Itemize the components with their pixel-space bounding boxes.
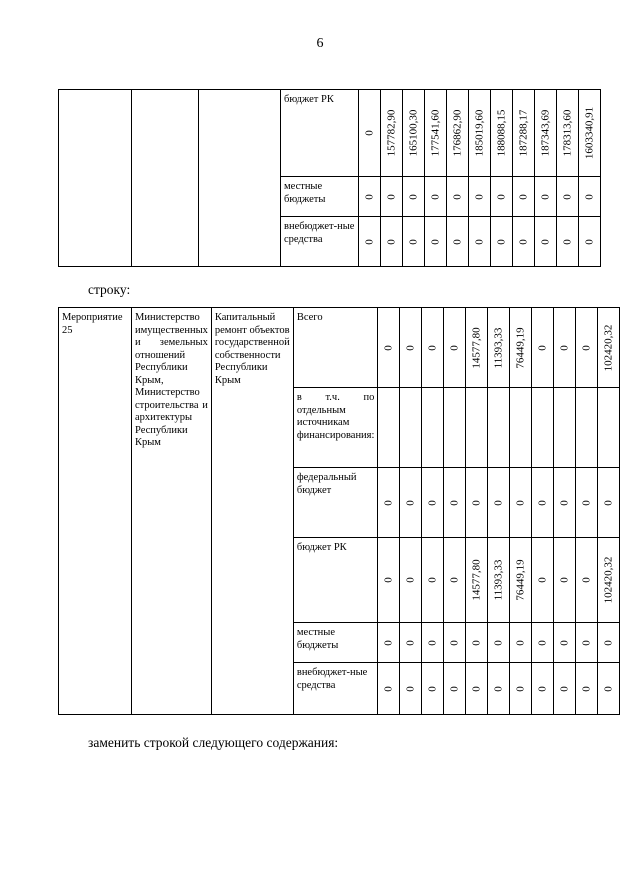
blank-cell xyxy=(132,90,199,267)
bottom-table xyxy=(58,307,620,715)
value-cell: 178313,60 xyxy=(557,90,579,177)
value-cell: 0 xyxy=(513,217,535,267)
value-cell: 0 xyxy=(491,217,513,267)
value-cell: 0 xyxy=(469,177,491,217)
measure-cell: Мероприятие 25 xyxy=(59,308,132,715)
value-cell: 0 xyxy=(510,623,532,663)
value-cell: 0 xyxy=(510,663,532,715)
value-cell: 0 xyxy=(576,623,598,663)
funding-source: бюджет РК xyxy=(293,538,378,623)
value-cell: 0 xyxy=(532,468,554,538)
value-cell: 1603340,91 xyxy=(579,90,601,177)
funding-source: внебюджет-ные средства xyxy=(293,663,378,715)
value-cell xyxy=(378,388,400,468)
value-cell: 0 xyxy=(422,538,444,623)
executor-cell: Министерство имущественных и земельных отношений Республики Крым, Министерство строительства и архитектуры Республики Крым xyxy=(132,308,212,715)
value-cell: 0 xyxy=(532,538,554,623)
value-cell: 102420,32 xyxy=(598,308,620,388)
funding-source: внебюджет-ные средства xyxy=(281,217,359,267)
top-table xyxy=(58,89,601,267)
value-cell: 0 xyxy=(422,308,444,388)
value-cell xyxy=(466,388,488,468)
value-cell: 0 xyxy=(576,663,598,715)
value-cell: 0 xyxy=(535,177,557,217)
value-cell: 0 xyxy=(576,538,598,623)
value-cell: 0 xyxy=(579,217,601,267)
value-cell: 0 xyxy=(598,623,620,663)
table-row xyxy=(59,90,601,177)
value-cell: 0 xyxy=(400,663,422,715)
value-cell: 76449,19 xyxy=(510,538,532,623)
value-cell: 0 xyxy=(403,217,425,267)
value-cell: 0 xyxy=(579,177,601,217)
value-cell: 0 xyxy=(532,663,554,715)
value-cell: 14577,80 xyxy=(466,308,488,388)
value-cell: 0 xyxy=(488,468,510,538)
value-cell: 0 xyxy=(557,177,579,217)
value-cell: 0 xyxy=(488,663,510,715)
value-cell: 0 xyxy=(444,663,466,715)
value-cell: 176862,90 xyxy=(447,90,469,177)
value-cell: 76449,19 xyxy=(510,308,532,388)
funding-source: Всего xyxy=(293,308,378,388)
value-cell: 0 xyxy=(400,623,422,663)
value-cell: 0 xyxy=(447,177,469,217)
value-cell: 0 xyxy=(400,308,422,388)
value-cell: 0 xyxy=(554,308,576,388)
value-cell xyxy=(532,388,554,468)
blank-cell xyxy=(199,90,281,267)
value-cell: 0 xyxy=(378,308,400,388)
value-cell xyxy=(576,388,598,468)
value-cell: 0 xyxy=(400,468,422,538)
value-cell: 0 xyxy=(425,177,447,217)
value-cell: 0 xyxy=(466,468,488,538)
value-cell: 0 xyxy=(532,623,554,663)
value-cell: 0 xyxy=(378,663,400,715)
value-cell xyxy=(422,388,444,468)
value-cell: 0 xyxy=(359,177,381,217)
value-cell: 0 xyxy=(378,538,400,623)
value-cell: 0 xyxy=(491,177,513,217)
blank-cell xyxy=(59,90,132,267)
value-cell xyxy=(444,388,466,468)
value-cell: 188088,15 xyxy=(491,90,513,177)
value-cell: 0 xyxy=(554,468,576,538)
funding-source: в т.ч. по отдельным источникам финансирования: xyxy=(293,388,378,468)
value-cell: 0 xyxy=(359,217,381,267)
description-cell: Капитальный ремонт объектов государственной собственности Республики Крым xyxy=(211,308,293,715)
value-cell xyxy=(510,388,532,468)
value-cell: 0 xyxy=(422,663,444,715)
value-cell: 14577,80 xyxy=(466,538,488,623)
value-cell: 187343,69 xyxy=(535,90,557,177)
value-cell: 0 xyxy=(381,217,403,267)
value-cell: 185019,60 xyxy=(469,90,491,177)
value-cell: 0 xyxy=(466,663,488,715)
funding-source: бюджет РК xyxy=(281,90,359,177)
text-line-before: строку: xyxy=(88,282,131,297)
value-cell: 0 xyxy=(532,308,554,388)
value-cell: 0 xyxy=(422,468,444,538)
value-cell: 0 xyxy=(403,177,425,217)
value-cell: 0 xyxy=(378,623,400,663)
value-cell: 11393,33 xyxy=(488,538,510,623)
value-cell xyxy=(554,388,576,468)
value-cell: 0 xyxy=(488,623,510,663)
value-cell: 0 xyxy=(557,217,579,267)
value-cell: 0 xyxy=(400,538,422,623)
value-cell: 0 xyxy=(425,217,447,267)
value-cell: 0 xyxy=(535,217,557,267)
value-cell: 0 xyxy=(381,177,403,217)
value-cell: 0 xyxy=(359,90,381,177)
value-cell: 0 xyxy=(598,663,620,715)
value-cell xyxy=(400,388,422,468)
table-row xyxy=(59,308,620,388)
value-cell: 0 xyxy=(513,177,535,217)
value-cell: 0 xyxy=(444,538,466,623)
text-line-after: заменить строкой следующего содержания: xyxy=(88,735,339,750)
value-cell: 0 xyxy=(447,217,469,267)
value-cell: 177541,60 xyxy=(425,90,447,177)
value-cell: 0 xyxy=(576,308,598,388)
value-cell xyxy=(598,388,620,468)
value-cell: 0 xyxy=(466,623,488,663)
value-cell: 187288,17 xyxy=(513,90,535,177)
value-cell: 0 xyxy=(378,468,400,538)
value-cell: 0 xyxy=(510,468,532,538)
value-cell: 0 xyxy=(444,468,466,538)
value-cell: 0 xyxy=(444,623,466,663)
value-cell: 0 xyxy=(469,217,491,267)
value-cell: 0 xyxy=(554,623,576,663)
value-cell: 0 xyxy=(554,663,576,715)
value-cell xyxy=(488,388,510,468)
value-cell: 11393,33 xyxy=(488,308,510,388)
funding-source: местные бюджеты xyxy=(281,177,359,217)
value-cell: 0 xyxy=(422,623,444,663)
value-cell: 0 xyxy=(444,308,466,388)
value-cell: 157782,90 xyxy=(381,90,403,177)
value-cell: 102420,32 xyxy=(598,538,620,623)
page-number: 6 xyxy=(316,36,324,51)
funding-source: федеральный бюджет xyxy=(293,468,378,538)
value-cell: 0 xyxy=(598,468,620,538)
funding-source: местные бюджеты xyxy=(293,623,378,663)
value-cell: 0 xyxy=(576,468,598,538)
value-cell: 165100,30 xyxy=(403,90,425,177)
value-cell: 0 xyxy=(554,538,576,623)
